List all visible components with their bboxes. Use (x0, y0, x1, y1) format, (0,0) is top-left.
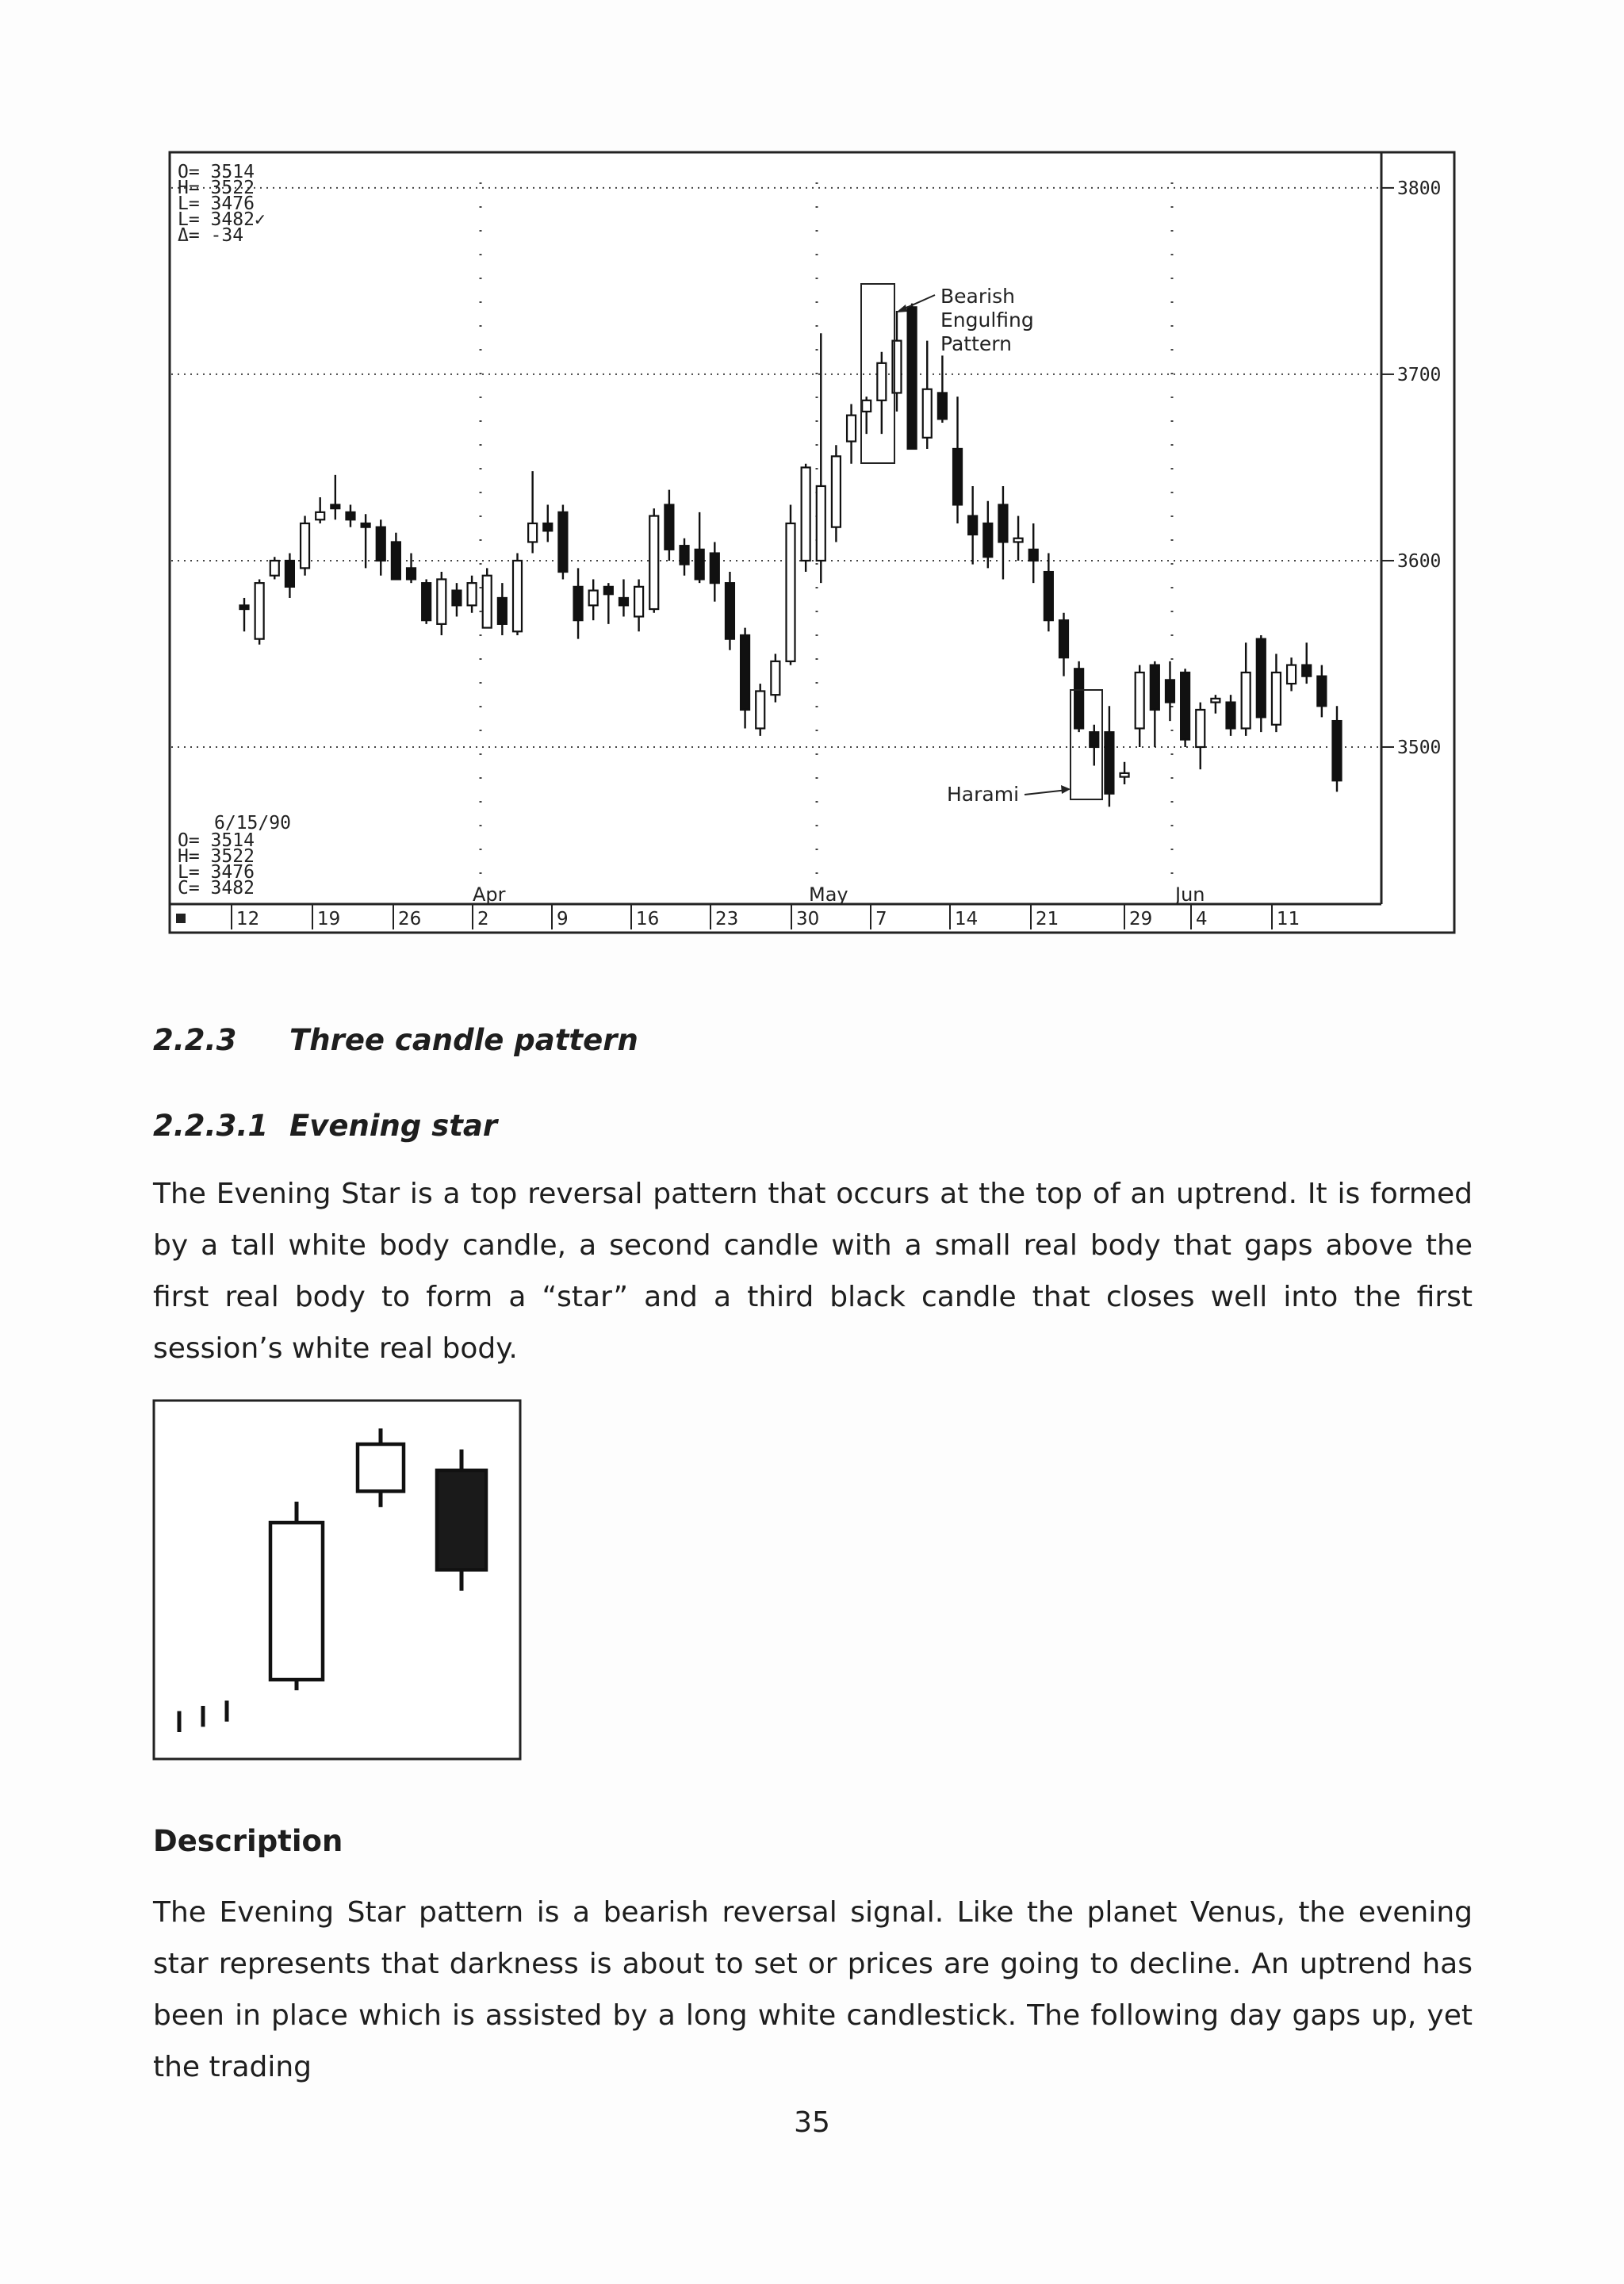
candle-body-black (240, 605, 249, 609)
candle-body-black (741, 635, 749, 710)
candle-body-black (953, 449, 962, 505)
readout-high: H= 3522 (178, 178, 255, 198)
evening-star-paragraph: The Evening Star is a top reversal pattern that occurs at the top of an uptrend. It is formed by a tall white body candle, a second candle with a small real body that gaps above the first real body to form a “star” and a third black candle that closes well into the first session’s white real body. (153, 1178, 1473, 1365)
candle-body-black (938, 393, 947, 419)
page-number: 35 (794, 2106, 830, 2139)
candle-body-black (452, 591, 461, 606)
candle-body-white (1242, 673, 1251, 729)
candle-body-black (543, 523, 552, 531)
candle-body-black (1257, 639, 1266, 718)
candlestick-chart-svg (168, 151, 1456, 936)
candle-body-black (968, 516, 977, 535)
evening-star-diagram-svg (152, 1399, 522, 1761)
month-label-may: May (809, 883, 848, 906)
diagram-candle-white (270, 1523, 323, 1680)
readout-low-bottom: L= 3476 (178, 862, 255, 883)
harami-label: Harami (947, 783, 1020, 806)
candle-body-white (437, 579, 446, 623)
candle-body-white (1120, 773, 1129, 777)
candle-body-black (1074, 669, 1083, 728)
candle-body-black (392, 542, 400, 579)
candle-body-white (483, 576, 492, 628)
axis-marker (176, 914, 186, 923)
candle-body-black (377, 527, 385, 561)
candle-body-black (558, 512, 567, 572)
diagram-candle-black (437, 1470, 486, 1569)
candle-body-black (1044, 572, 1053, 620)
engulfing-label-3: Pattern (940, 332, 1012, 355)
readout-close-bottom: C= 3482 (178, 878, 255, 899)
date-tick-label: 14 (955, 909, 979, 929)
candle-body-black (1181, 673, 1189, 740)
description-paragraph: The Evening Star pattern is a bearish reversal signal. Like the planet Venus, the evening star represents that darkness is about to set or prices are going to decline. An uptrend has been in place which is assisted by a long white candlestick. The following day gaps up, yet the trading (153, 1896, 1473, 2083)
candle-body-white (923, 389, 932, 438)
candle-body-black (983, 523, 992, 557)
candle-body-black (710, 554, 719, 584)
candle-body-black (1333, 721, 1342, 780)
candle-body-black (574, 587, 583, 620)
candle-body-white (756, 691, 764, 728)
readout-open-bottom: O= 3514 (178, 830, 255, 851)
readout-open: O= 3514 (178, 162, 255, 182)
readout-date: 6/15/90 (214, 813, 291, 834)
date-tick-label: 26 (398, 909, 422, 929)
candle-body-black (407, 568, 416, 579)
date-tick-label: 12 (236, 909, 260, 929)
candle-body-black (695, 550, 704, 580)
candle-body-white (1211, 699, 1220, 703)
price-tick-label: 3700 (1397, 364, 1442, 385)
candle-body-black (285, 561, 294, 587)
candle-body-white (270, 561, 279, 576)
candle-body-white (817, 486, 825, 561)
candle-body-black (680, 546, 689, 565)
price-tick-label: 3600 (1397, 550, 1442, 572)
candle-body-white (1014, 538, 1023, 542)
date-tick-label: 29 (1129, 909, 1153, 929)
candle-body-black (362, 523, 370, 527)
readout-last: L= 3482✓ (178, 209, 266, 230)
candle-body-black (498, 598, 507, 624)
candle-body-white (877, 363, 886, 400)
candle-body-white (589, 591, 598, 606)
date-tick-label: 16 (636, 909, 660, 929)
candle-body-white (1287, 665, 1296, 684)
candle-body-white (528, 523, 537, 542)
candle-body-white (1196, 710, 1205, 747)
chart-frame (170, 152, 1454, 933)
subsection-heading (153, 1109, 497, 1143)
diagram-frame (154, 1401, 520, 1759)
candle-body-white (802, 467, 810, 561)
candle-body-black (908, 307, 917, 449)
candle-body-white (862, 400, 871, 412)
section-title: Three candle pattern (289, 1023, 638, 1057)
month-label-apr: Apr (473, 883, 506, 906)
price-tick-label: 3500 (1397, 737, 1442, 758)
date-tick-label: 19 (317, 909, 341, 929)
candle-body-black (346, 512, 354, 519)
engulfing-label-1: Bearish (940, 285, 1015, 308)
candle-body-black (665, 504, 673, 549)
candle-body-black (1317, 676, 1326, 707)
candle-body-black (1059, 620, 1068, 657)
candle-body-white (832, 456, 841, 527)
date-tick-label: 11 (1277, 909, 1300, 929)
candle-body-black (1105, 732, 1113, 794)
month-label-jun: Jun (1175, 883, 1205, 906)
price-chart (168, 151, 1456, 936)
candle-body-white (301, 523, 309, 568)
candle-body-white (255, 583, 264, 639)
engulfing-label-2: Engulfing (940, 308, 1034, 331)
candle-body-white (513, 561, 522, 631)
candle-body-black (1227, 703, 1235, 729)
section-heading (153, 1023, 638, 1057)
candle-body-black (1029, 550, 1038, 561)
candle-body-white (1272, 673, 1281, 725)
date-tick-label: 21 (1036, 909, 1059, 929)
candle-body-white (1136, 673, 1144, 729)
candle-body-white (847, 416, 856, 442)
price-tick-label: 3800 (1397, 178, 1442, 199)
evening-star-diagram (152, 1399, 522, 1761)
candle-body-white (468, 583, 477, 605)
candle-body-white (787, 523, 795, 661)
candle-body-white (649, 516, 658, 610)
candle-body-black (1166, 680, 1174, 702)
readout-low: L= 3476 (178, 194, 255, 214)
date-tick-label: 4 (1196, 909, 1208, 929)
date-tick-label: 9 (557, 909, 569, 929)
description-heading: Description (153, 1824, 343, 1858)
subsection-number: 2.2.3.1 (153, 1109, 269, 1143)
candle-body-black (619, 598, 628, 605)
candle-body-black (1302, 665, 1311, 676)
section-number: 2.2.3 (153, 1023, 237, 1057)
candle-body-black (726, 583, 734, 639)
readout-change: Δ= -34 (178, 225, 244, 246)
candle-body-black (604, 587, 613, 594)
readout-high-bottom: H= 3522 (178, 846, 255, 867)
candle-body-black (1090, 732, 1098, 747)
date-tick-label: 7 (875, 909, 887, 929)
candle-body-white (316, 512, 324, 519)
diagram-candle-white (358, 1444, 404, 1491)
date-tick-label: 23 (715, 909, 739, 929)
candle-body-black (1151, 665, 1159, 710)
candle-body-black (422, 583, 431, 620)
candle-body-black (998, 504, 1007, 542)
subsection-title: Evening star (289, 1109, 498, 1143)
candle-body-black (331, 504, 339, 508)
date-tick-label: 2 (477, 909, 489, 929)
candle-body-white (634, 587, 643, 617)
candle-body-white (771, 661, 779, 695)
date-tick-label: 30 (796, 909, 820, 929)
